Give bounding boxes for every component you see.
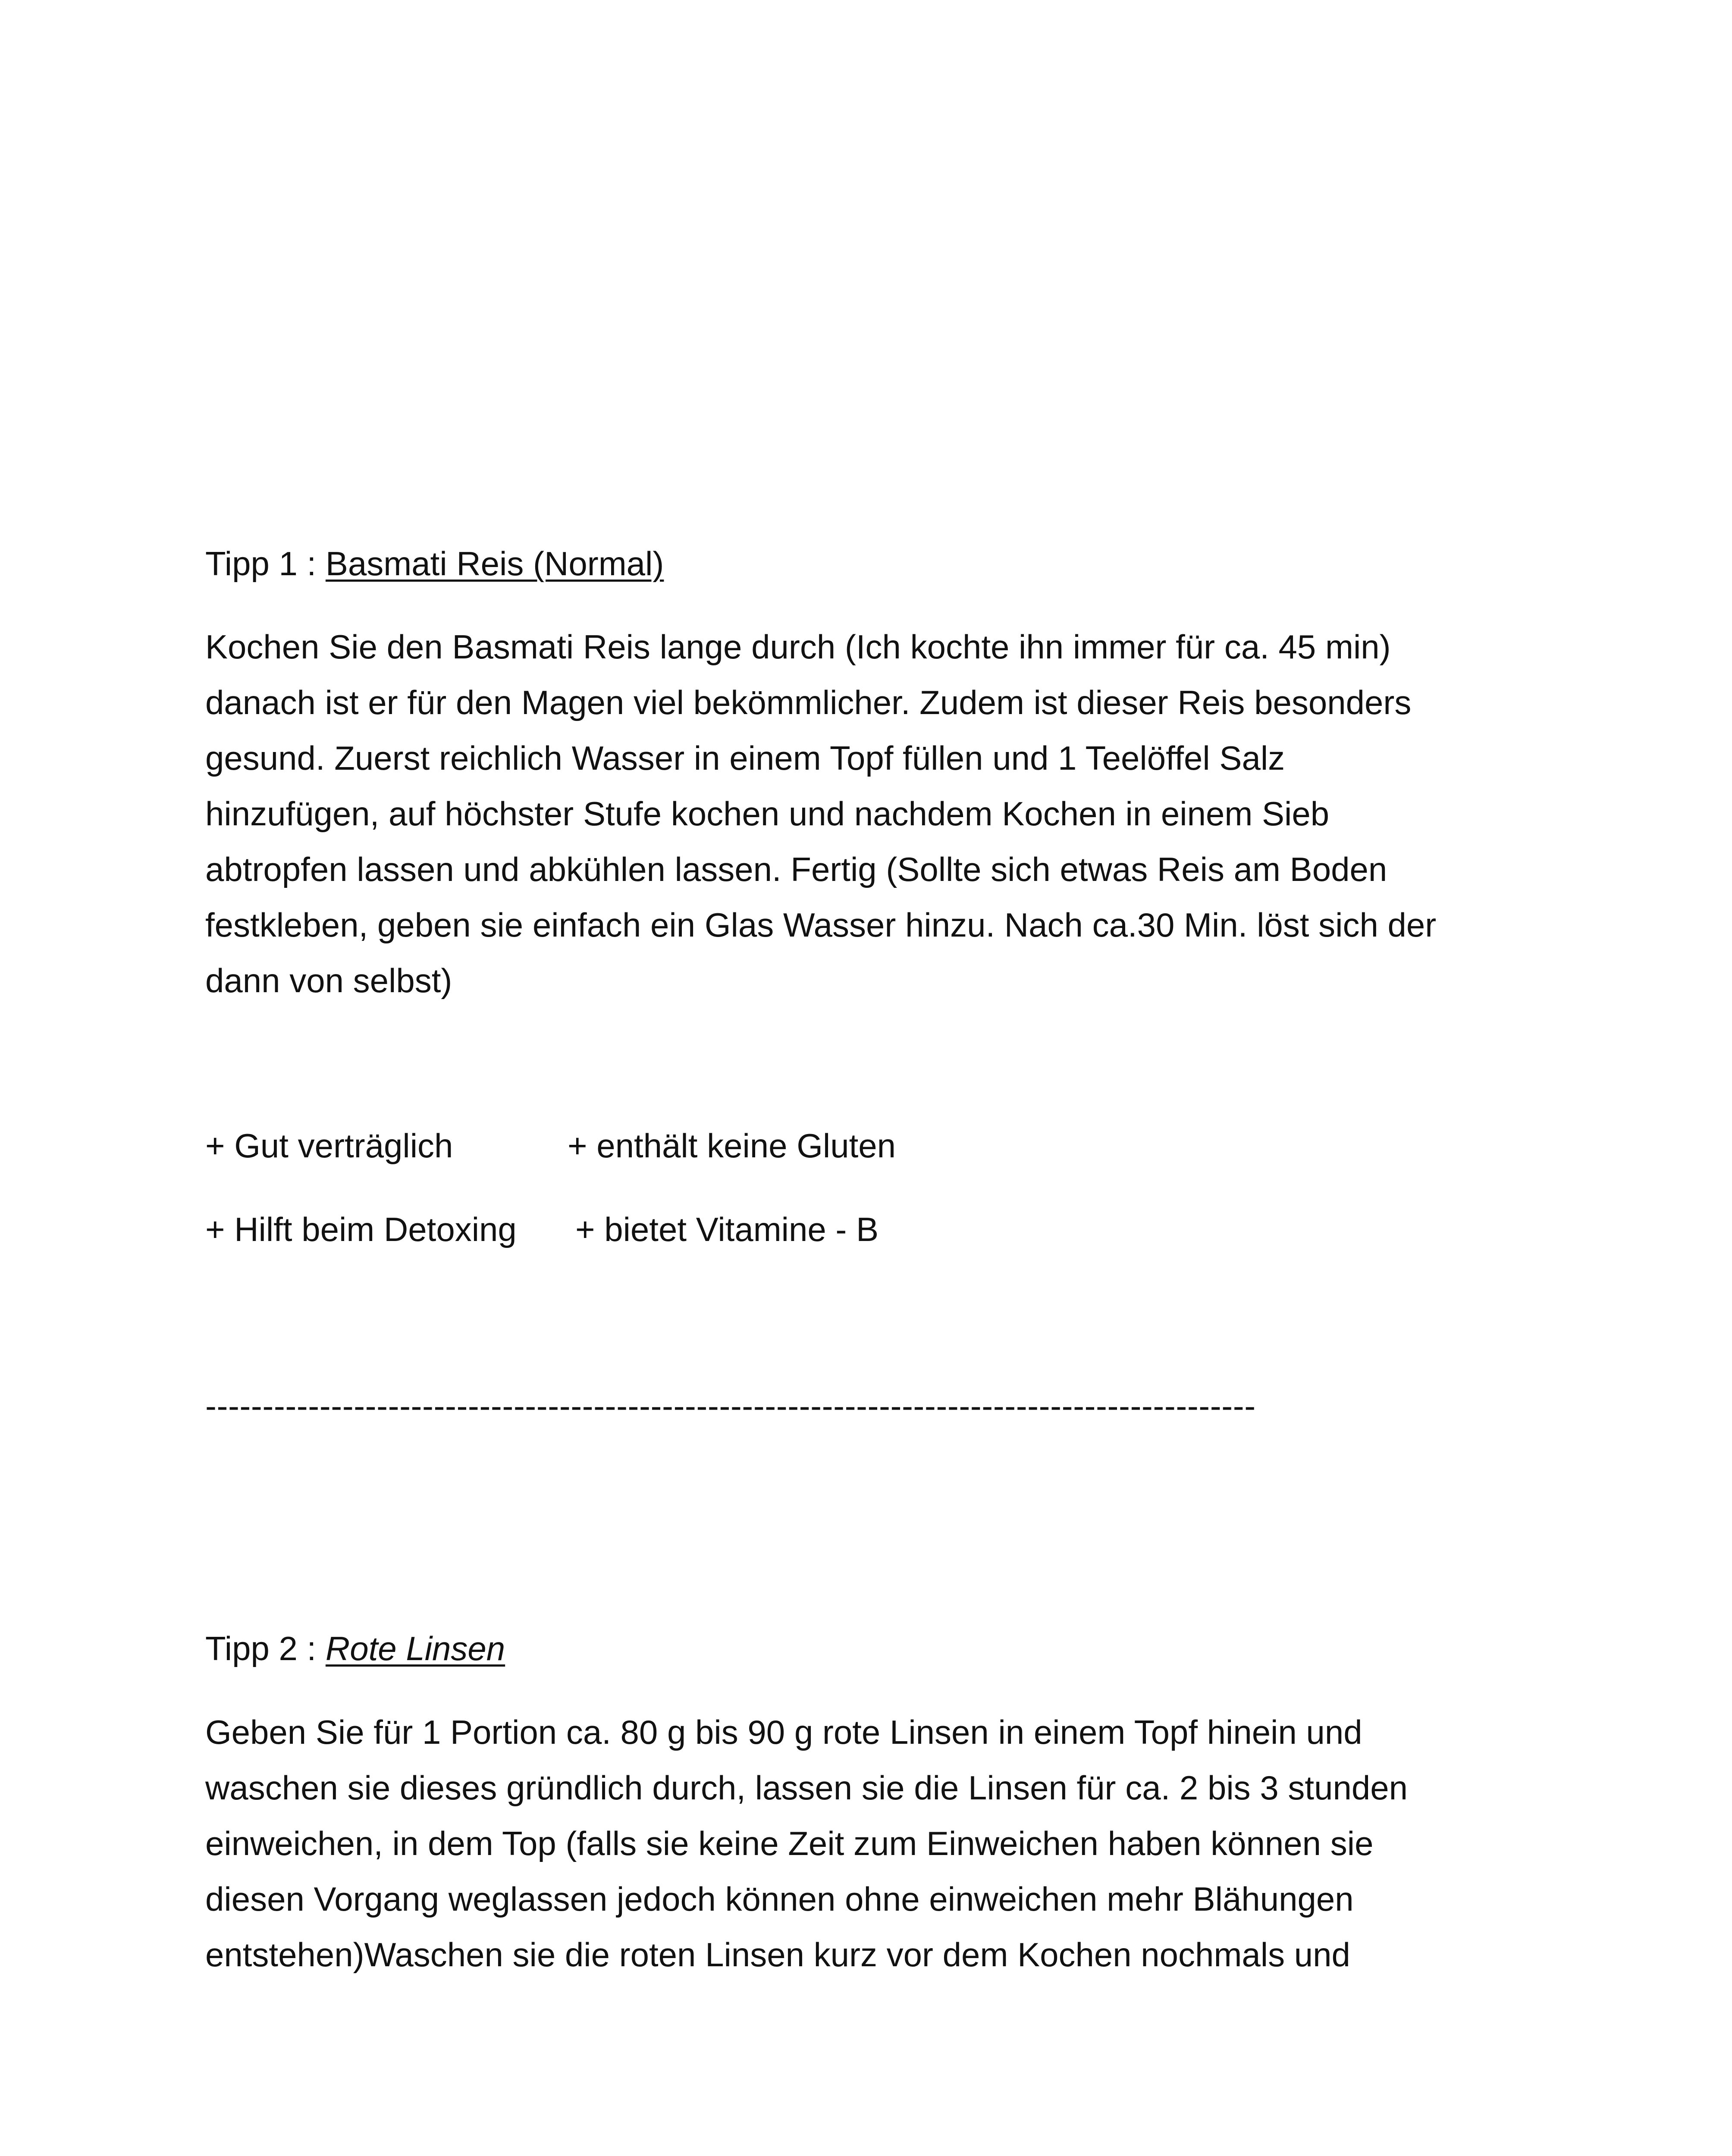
tip1-heading: [205, 544, 664, 583]
tip1-line: hinzufügen, auf höchster Stufe kochen und nachdem Kochen in einem Sieb: [205, 795, 1330, 833]
tip1-title: Basmati Reis (Normal): [325, 545, 664, 583]
benefit-item: + Hilft beim Detoxing: [205, 1210, 517, 1248]
tip2-title: Rote Linsen: [325, 1630, 505, 1667]
tip2-line: diesen Vorgang weglassen jedoch können ohne einweichen mehr Blähungen: [205, 1880, 1354, 1918]
tip1-line: danach ist er für den Magen viel bekömmlicher. Zudem ist dieser Reis besonders: [205, 683, 1412, 721]
tip2-line: einweichen, in dem Top (falls sie keine Zeit zum Einweichen haben können sie: [205, 1824, 1374, 1862]
tip2-line: Geben Sie für 1 Portion ca. 80 g bis 90 g rote Linsen in einem Topf hinein und: [205, 1713, 1362, 1751]
tip2-line: waschen sie dieses gründlich durch, lassen sie die Linsen für ca. 2 bis 3 stunden: [205, 1769, 1408, 1807]
dashed-separator: --------------------------------------------------------------------------------------------: [205, 1387, 1256, 1425]
tip2-line: entstehen)Waschen sie die roten Linsen kurz vor dem Kochen nochmals und: [205, 1936, 1350, 1974]
tip1-line: festkleben, geben sie einfach ein Glas Wasser hinzu. Nach ca.30 Min. löst sich der: [205, 906, 1437, 944]
benefit-item: + enthält keine Gluten: [568, 1127, 896, 1165]
tip1-line: Kochen Sie den Basmati Reis lange durch (Ich kochte ihn immer für ca. 45 min): [205, 628, 1391, 666]
benefit-item: + Gut verträglich: [205, 1127, 453, 1165]
tip1-label: Tipp 1 :: [205, 545, 326, 583]
tip1-line: dann von selbst): [205, 962, 452, 1000]
tip1-line: abtropfen lassen und abkühlen lassen. Fertig (Sollte sich etwas Reis am Boden: [205, 850, 1387, 888]
tip1-line: gesund. Zuerst reichlich Wasser in einem Topf füllen und 1 Teelöffel Salz: [205, 739, 1285, 777]
tip2-heading: [205, 1629, 505, 1668]
benefit-item: + bietet Vitamine - B: [575, 1210, 879, 1248]
tip2-label: Tipp 2 :: [205, 1630, 326, 1667]
